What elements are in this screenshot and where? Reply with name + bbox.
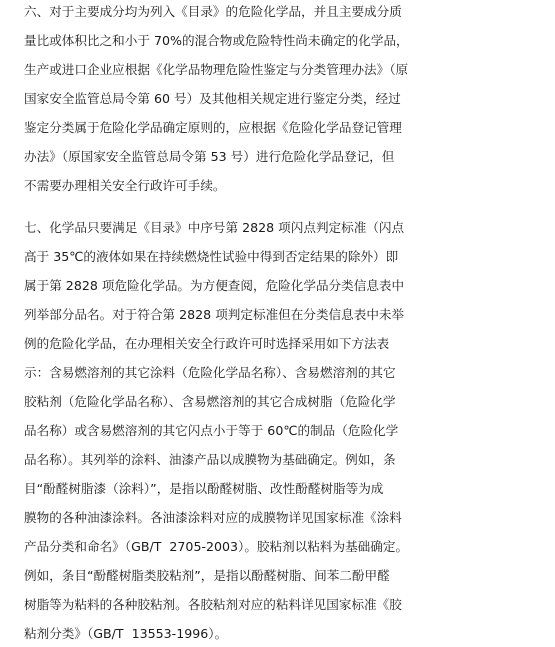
paragraph-7-line-12: 产品分类和命名》（GB/T 2705-2003）。胶粘剂以粘料为基础确定。 (0, 539, 409, 554)
paragraph-6-line-3: 生产或进口企业应根据《化学品物理危险性鉴定与分类管理办法》（原 (0, 62, 409, 77)
paragraph-7-line-4: 列举部分品名。对于符合第 2828 项判定标准但在分类信息表中未举 (0, 307, 405, 322)
paragraph-7-line-1: 七、化学品只要满足《目录》中序号第 2828 项闪点判定标准（闪点 (0, 220, 405, 235)
paragraph-7-line-2: 高于 35℃的液体如果在持续燃烧性试验中得到否定结果的除外）即 (0, 249, 399, 264)
paragraph-6-line-5: 鉴定分类属于危险化学品确定原则的，应根据《危险化学品登记管理 (0, 120, 402, 135)
paragraph-7-line-14: 树脂等为粘料的各种胶粘剂。各胶粘剂对应的粘料详见国家标准《胶 (0, 597, 402, 612)
paragraph-6-line-4: 国家安全监管总局令第 60 号）及其他相关规定进行鉴定分类，经过 (0, 91, 401, 106)
paragraph-7-line-15: 粘剂分类》（GB/T 13553-1996）。 (0, 626, 228, 641)
paragraph-6-line-6: 办法》（原国家安全监管总局令第 53 号）进行危险化学品登记，但 (0, 149, 395, 164)
paragraph-6-line-2: 量比或体积比之和小于 70%的混合物或危险特性尚未确定的化学品， (0, 33, 409, 48)
paragraph-7-line-9: 品名称）。其列举的涂料、油漆产品以成膜物为基础确定。例如，条 (0, 452, 396, 467)
paragraph-7-line-8: 品名称）或含易燃溶剂的其它闪点小于等于 60℃的制品（危险化学 (0, 423, 399, 438)
paragraph-6-line-7: 不需要办理相关安全行政许可手续。 (0, 178, 226, 193)
paragraph-7-line-6: 示：含易燃溶剂的其它涂料（危险化学品名称）、含易燃溶剂的其它 (0, 365, 396, 380)
paragraph-7-line-5: 例的危险化学品，在办理相关安全行政许可时选择采用如下方法表 (0, 336, 390, 351)
paragraph-7-line-10: 目“酚醛树脂漆（涂料）”，是指以酚醛树脂、改性酚醛树脂等为成 (0, 481, 384, 496)
paragraph-7-line-11: 膜物的各种油漆涂料。各油漆涂料对应的成膜物详见国家标准《涂料 (0, 510, 402, 525)
paragraph-7-line-3: 属于第 2828 项危险化学品。为方便查阅，危险化学品分类信息表中 (0, 278, 405, 293)
paragraph-7-line-13: 例如，条目“酚醛树脂类胶粘剂”，是指以酚醛树脂、间苯二酚甲醛 (0, 568, 390, 583)
paragraph-6-line-1: 六、对于主要成分均为列入《目录》的危险化学品，并且主要成分质 (0, 4, 402, 19)
paragraph-7-line-7: 胶粘剂（危险化学品名称）、含易燃溶剂的其它合成树脂（危险化学 (0, 394, 396, 409)
